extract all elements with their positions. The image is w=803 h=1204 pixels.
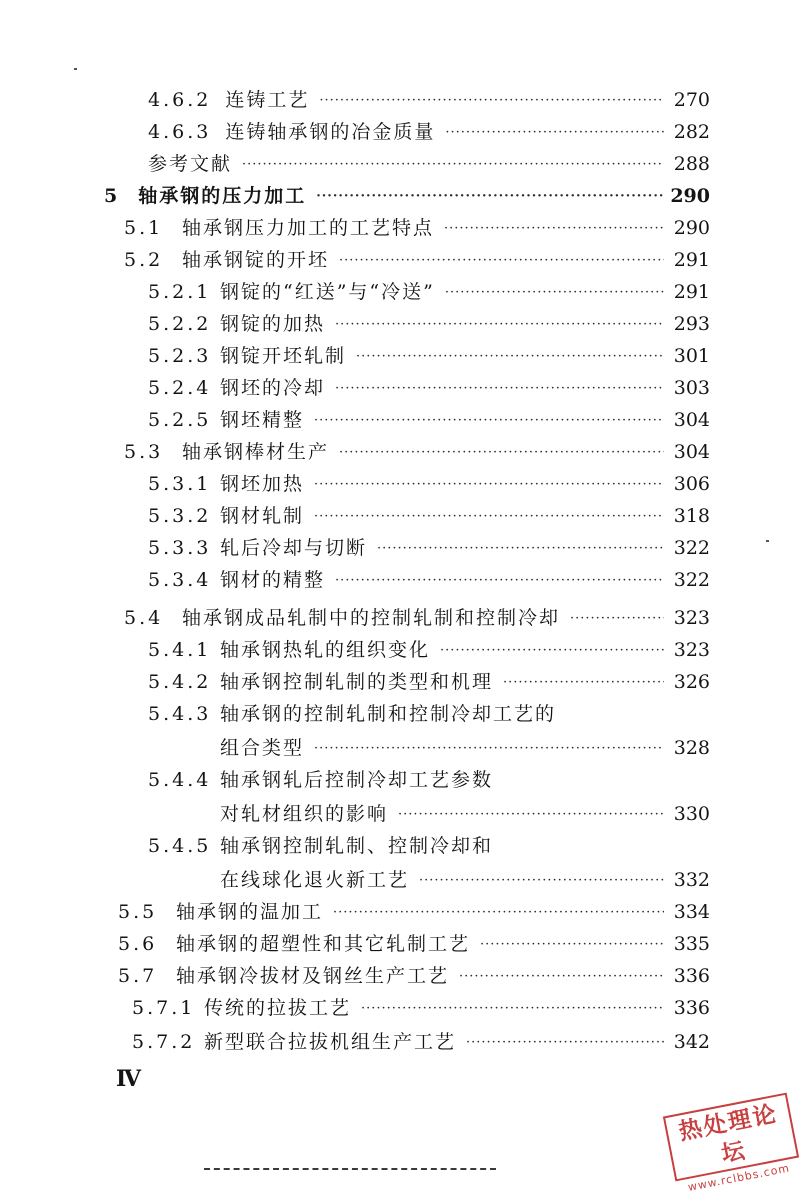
toc-entry-page: 332 — [673, 869, 710, 891]
toc-entry-number: 5.2.3 — [148, 345, 212, 367]
toc-section — [124, 208, 710, 240]
toc-entry-title: 轴承钢的压力加工 — [138, 185, 307, 207]
toc-entry-title: 新型联合拉拔机组生产工艺 — [204, 1031, 457, 1053]
page-number: Ⅳ — [116, 1066, 139, 1092]
toc-entry-title: 连铸轴承钢的冶金质量 — [225, 121, 436, 143]
toc-entry-number: 5.3.1 — [148, 473, 212, 495]
leader-dots — [459, 971, 664, 983]
toc-subsection — [132, 988, 710, 1020]
toc-subsection-continuation — [220, 860, 710, 892]
toc-entry-title: 钢锭开坯轧制 — [220, 345, 347, 367]
toc-subsection — [148, 560, 710, 592]
toc-subsection — [148, 630, 710, 662]
leader-dots — [440, 645, 664, 657]
leader-dots — [445, 127, 664, 139]
toc-entry-title: 轴承钢轧后控制冷却工艺参数 — [220, 769, 494, 791]
toc-section — [118, 924, 710, 956]
toc-entry-number: 5.7.1 — [132, 997, 196, 1019]
toc-entry-number: 5.4.3 — [148, 703, 212, 725]
toc-subsection-continuation — [220, 728, 710, 760]
leader-dots — [445, 287, 664, 299]
watermark-title: 热处理论坛 — [663, 1093, 799, 1182]
toc-subsection-continuation — [220, 794, 710, 826]
toc-entry-page: 326 — [673, 671, 710, 693]
toc-entry-page: 291 — [673, 249, 710, 271]
toc-entry-number: 5.4 — [124, 607, 164, 629]
toc-entry-title: 轴承钢的超塑性和其它轧制工艺 — [176, 933, 471, 955]
leader-dots — [444, 223, 664, 235]
leader-dots — [314, 511, 664, 523]
toc-entry-number: 5.3.3 — [148, 537, 212, 559]
toc-entry-page: 270 — [673, 89, 710, 111]
leader-dots — [314, 479, 664, 491]
toc-entry-page: 304 — [673, 409, 710, 431]
toc-entry-page: 304 — [673, 441, 710, 463]
toc-entry-page: 330 — [673, 803, 710, 825]
toc-entry-number: 5.4.4 — [148, 769, 212, 791]
toc-entry-number: 5.4.5 — [148, 835, 212, 857]
leader-dots — [377, 543, 664, 555]
toc-subsection-first-line — [148, 760, 710, 792]
leader-dots — [480, 939, 664, 951]
toc-entry-page: 342 — [673, 1031, 710, 1053]
toc-entry-title: 轴承钢成品轧制中的控制轧制和控制冷却 — [182, 607, 561, 629]
toc-section — [118, 956, 710, 988]
toc-entry-page: 334 — [673, 901, 710, 923]
toc-entry-page: 293 — [673, 313, 710, 335]
bottom-scan-rule — [204, 1168, 496, 1170]
toc-subsection-first-line — [148, 826, 710, 858]
toc-subsection — [148, 496, 710, 528]
toc-entry-title: 轴承钢压力加工的工艺特点 — [182, 217, 435, 239]
leader-dots — [335, 383, 664, 395]
toc-entry-number: 5.3.2 — [148, 505, 212, 527]
toc-entry-title: 钢坯的冷却 — [220, 377, 326, 399]
toc-entry-title: 轴承钢的控制轧制和控制冷却工艺的 — [220, 703, 557, 725]
toc-entry-number: 5 — [104, 185, 121, 207]
toc-entry-title: 传统的拉拔工艺 — [204, 997, 352, 1019]
toc-entry-title: 轴承钢热轧的组织变化 — [220, 639, 431, 661]
toc-section — [124, 598, 710, 630]
toc-entry-title: 在线球化退火新工艺 — [220, 869, 410, 891]
toc-entry-number: 5.2.2 — [148, 313, 212, 335]
toc-entry-page: 336 — [673, 997, 710, 1019]
leader-dots — [333, 907, 664, 919]
toc-entry-title: 钢坯加热 — [220, 473, 305, 495]
toc-entry-number: 4.6.2 — [148, 89, 212, 111]
toc-entry-title: 组合类型 — [220, 737, 305, 759]
toc-entry-number: 5.2.5 — [148, 409, 212, 431]
toc-entry-page: 323 — [673, 607, 710, 629]
toc-entry-page: 322 — [673, 569, 710, 591]
toc-entry-title: 轴承钢的温加工 — [176, 901, 324, 923]
scan-speck — [74, 68, 77, 70]
toc-entry-number: 5.6 — [118, 933, 158, 955]
scan-speck — [766, 540, 769, 542]
toc-chapter — [104, 176, 710, 208]
toc-entry-title: 钢锭的“红送”与“冷送” — [220, 281, 435, 303]
watermark-url: www.rclbbs.com — [686, 1161, 791, 1194]
toc-entry-page: 336 — [673, 965, 710, 987]
toc-entry — [148, 80, 710, 112]
toc-entry-number: 5.3.4 — [148, 569, 212, 591]
toc-entry-page: 323 — [673, 639, 710, 661]
toc-entry-number: 5.1 — [124, 217, 164, 239]
leader-dots — [314, 743, 664, 755]
toc-subsection — [148, 400, 710, 432]
toc-entry-number: 5.3 — [124, 441, 164, 463]
leader-dots — [466, 1037, 664, 1049]
toc-entry-page: 291 — [673, 281, 710, 303]
toc-entry-number: 5.7.2 — [132, 1031, 196, 1053]
toc-subsection — [148, 368, 710, 400]
toc-entry-page: 306 — [673, 473, 710, 495]
leader-dots — [339, 447, 664, 459]
leader-dots — [339, 255, 664, 267]
toc-entry-number: 5.4.2 — [148, 671, 212, 693]
leader-dots — [319, 95, 664, 107]
toc-entry-title: 钢锭的加热 — [220, 313, 326, 335]
toc-entry-title: 轴承钢冷拔材及钢丝生产工艺 — [176, 965, 450, 987]
toc-entry-number: 5.5 — [118, 901, 158, 923]
toc-entry-title: 轧后冷却与切断 — [220, 537, 368, 559]
toc-entry-title: 对轧材组织的影响 — [220, 803, 389, 825]
toc-entry-page: 282 — [673, 121, 710, 143]
toc-subsection — [148, 528, 710, 560]
toc-entry-page: 290 — [673, 217, 710, 239]
toc-subsection — [148, 336, 710, 368]
toc-entry-page: 318 — [673, 505, 710, 527]
toc-entry-page: 301 — [673, 345, 710, 367]
toc-entry-number: 5.4.1 — [148, 639, 212, 661]
toc-subsection — [132, 1022, 710, 1054]
toc-entry-title: 轴承钢控制轧制的类型和机理 — [220, 671, 494, 693]
toc-entry-number: 5.7 — [118, 965, 158, 987]
toc-entry-title: 钢坯精整 — [220, 409, 305, 431]
toc-subsection — [148, 464, 710, 496]
toc-entry-references — [148, 144, 710, 176]
toc-subsection — [148, 662, 710, 694]
toc-entry-title: 连铸工艺 — [225, 89, 310, 111]
toc-entry-page: 335 — [673, 933, 710, 955]
leader-dots — [314, 415, 664, 427]
toc-entry-number: 5.2.4 — [148, 377, 212, 399]
leader-dots — [361, 1003, 664, 1015]
toc-entry-title: 参考文献 — [148, 153, 233, 175]
toc-entry-page: 328 — [673, 737, 710, 759]
toc-subsection-first-line — [148, 694, 710, 726]
leader-dots — [242, 159, 664, 171]
leader-dots — [570, 613, 664, 625]
toc-entry-number: 5.2 — [124, 249, 164, 271]
leader-dots — [356, 351, 664, 363]
leader-dots — [503, 677, 664, 689]
toc-entry-number: 5.2.1 — [148, 281, 212, 303]
toc-entry-title: 钢材的精整 — [220, 569, 326, 591]
toc-entry — [148, 112, 710, 144]
toc-entry-title: 轴承钢棒材生产 — [182, 441, 330, 463]
toc-entry-page: 288 — [673, 153, 710, 175]
toc-subsection — [148, 304, 710, 336]
toc-section — [124, 240, 710, 272]
toc-entry-page: 290 — [670, 185, 710, 207]
leader-dots — [335, 319, 664, 331]
toc-section — [118, 892, 710, 924]
leader-dots — [398, 809, 664, 821]
toc-entry-title: 轴承钢控制轧制、控制冷却和 — [220, 835, 494, 857]
toc-entry-page: 303 — [673, 377, 710, 399]
leader-dots — [316, 191, 664, 203]
leader-dots — [419, 875, 664, 887]
toc-entry-number: 4.6.3 — [148, 121, 212, 143]
leader-dots — [335, 575, 664, 587]
toc-section — [124, 432, 710, 464]
watermark-stamp — [663, 1093, 799, 1194]
toc-entry-title: 轴承钢锭的开坯 — [182, 249, 330, 271]
toc-entry-title: 钢材轧制 — [220, 505, 305, 527]
toc-subsection — [148, 272, 710, 304]
toc-entry-page: 322 — [673, 537, 710, 559]
